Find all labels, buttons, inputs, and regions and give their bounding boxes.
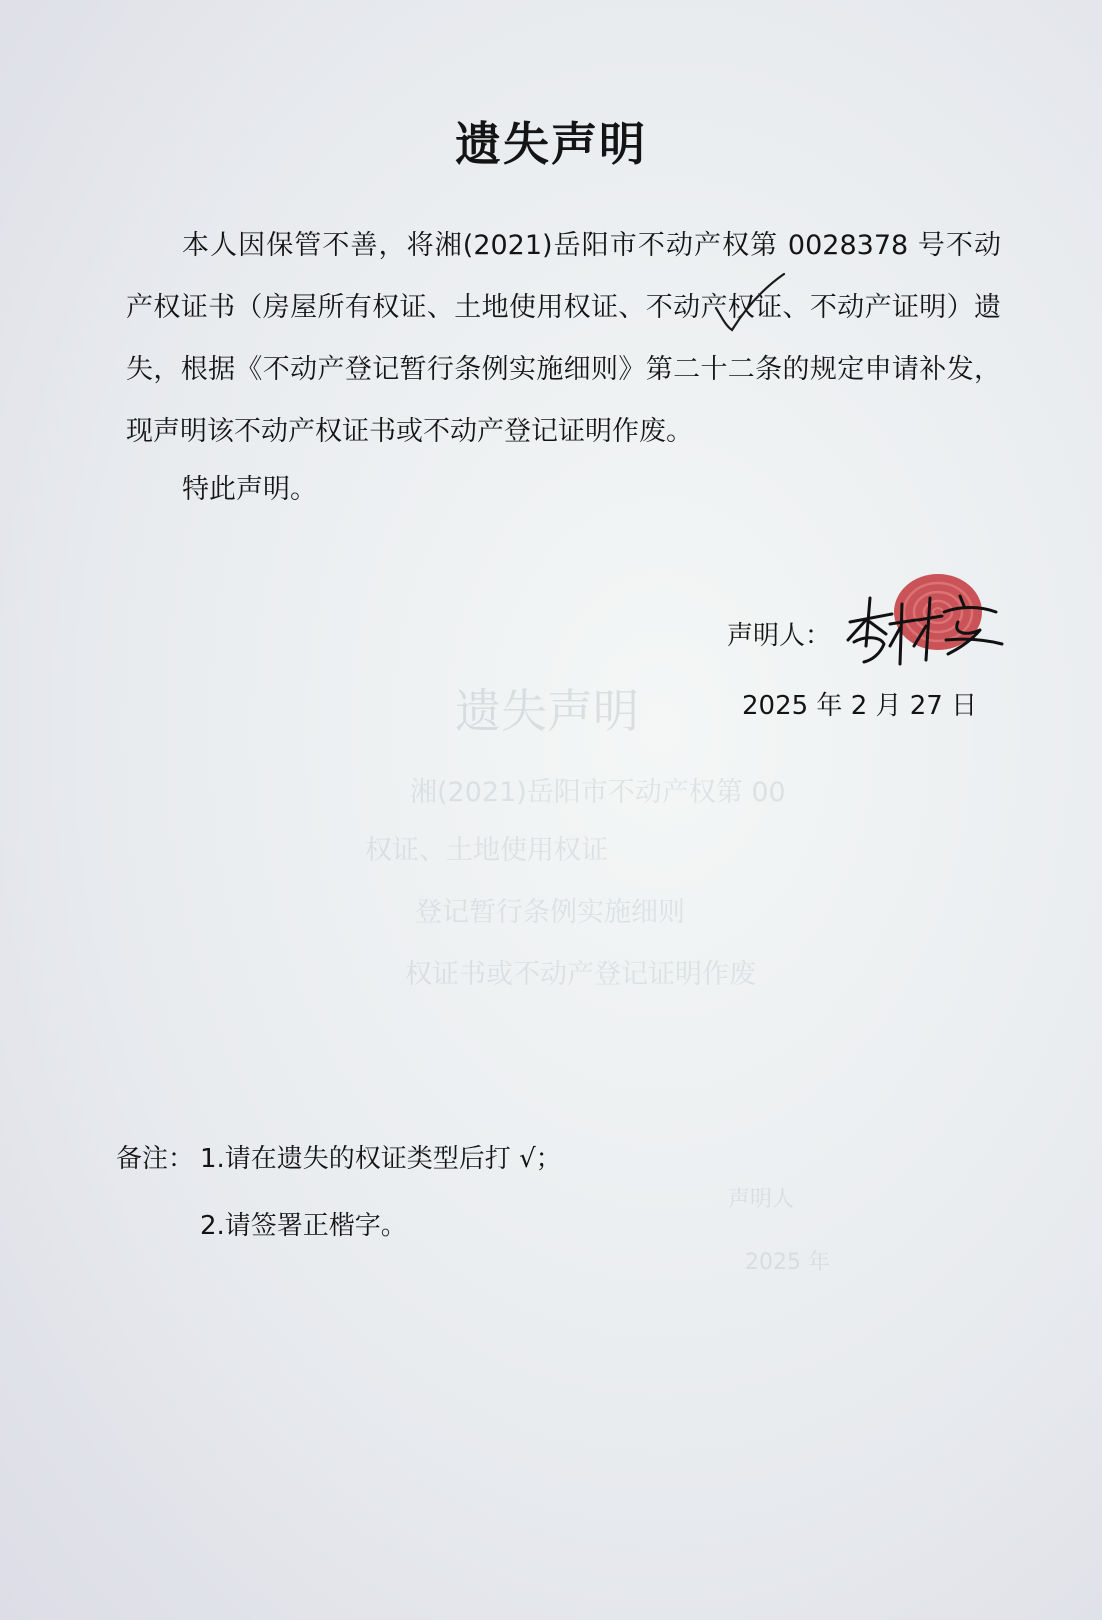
closing-statement: 特此声明。 [182,474,317,505]
handwritten-signature [840,584,1010,674]
handwritten-check-mark [710,270,790,340]
declaration-body: 本人因保管不善，将湘(2021)岳阳市不动产权第 0028378 号不动产权证书（房屋所有权证、土地使用权证、不动产权证、不动产证明）遗失，根据《不动产登记暂行条例实施细则》第二十二条的规定申请补发，现声明该不动产权证书或不动产登记证明作废。 [126,230,1001,447]
note-item-1: 1.请在遗失的权证类型后打 √； [200,1144,562,1174]
bleed-through-title: 遗失声明 [455,684,639,738]
declarant-label: 声明人： [727,621,832,651]
declaration-date: 2025 年 2 月 27 日 [742,691,978,721]
bleed-through-line: 权证、土地使用权证 [365,835,608,866]
bleed-through-line: 湘(2021)岳阳市不动产权第 00 [410,777,786,808]
bleed-through-date: 2025 年 [745,1250,830,1275]
bleed-through-line: 权证书或不动产登记证明作废 [405,959,756,990]
notes-label: 备注： [116,1144,195,1174]
bleed-through-declarant: 声明人 [728,1187,795,1212]
bleed-through-line: 登记暂行条例实施细则 [415,897,685,928]
document-title: 遗失声明 [455,117,647,171]
note-item-2: 2.请签署正楷字。 [200,1211,407,1241]
